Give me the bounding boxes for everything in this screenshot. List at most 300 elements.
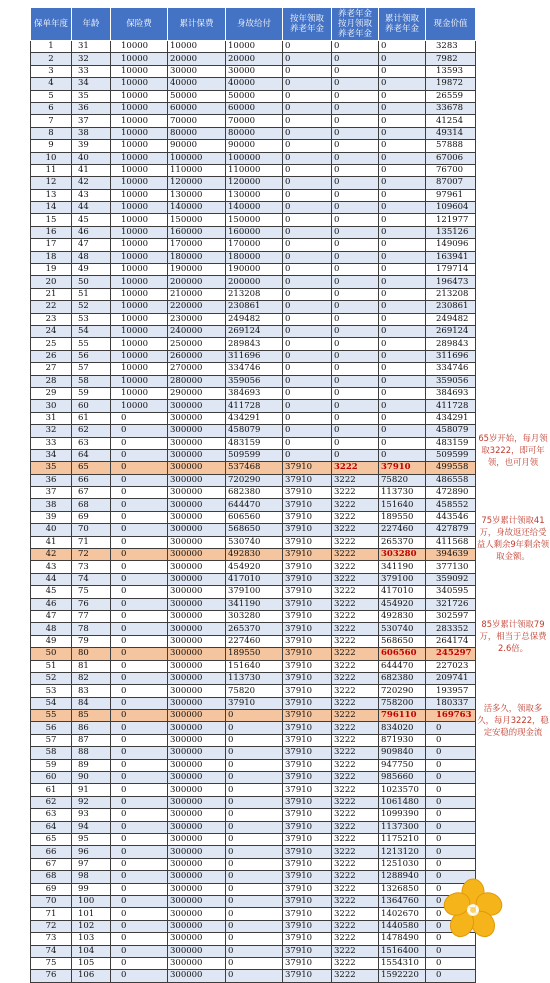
table-cell: 0 [426, 858, 476, 870]
table-cell: 0 [283, 437, 332, 449]
table-cell: 300000 [168, 400, 226, 412]
table-cell: 37910 [283, 524, 332, 536]
table-cell: 300000 [168, 598, 226, 610]
table-cell: 37910 [283, 561, 332, 573]
table-cell: 37910 [283, 809, 332, 821]
table-cell: 67 [31, 858, 72, 870]
table-cell: 10000 [111, 152, 168, 164]
table-cell: 81 [72, 660, 111, 672]
table-cell: 64 [72, 449, 111, 461]
table-cell: 0 [283, 412, 332, 424]
header-cell: 现金价值 [426, 8, 476, 41]
table-cell: 3222 [332, 710, 379, 722]
table-cell: 53 [31, 685, 72, 697]
table-cell: 0 [426, 734, 476, 746]
table-cell: 300000 [168, 610, 226, 622]
table-cell: 79 [72, 635, 111, 647]
table-cell: 94 [72, 821, 111, 833]
table-cell: 3222 [332, 511, 379, 523]
table-cell: 150000 [168, 214, 226, 226]
table-cell: 10000 [111, 338, 168, 350]
table-cell: 0 [379, 214, 426, 226]
table-cell: 300000 [168, 970, 226, 982]
table-cell: 0 [379, 90, 426, 102]
table-cell: 76 [72, 598, 111, 610]
table-cell: 0 [379, 239, 426, 251]
table-cell: 606560 [226, 511, 283, 523]
table-cell: 300000 [168, 462, 226, 474]
table-row [31, 908, 476, 920]
table-cell: 492830 [226, 549, 283, 561]
table-cell: 65 [72, 462, 111, 474]
table-cell: 100000 [168, 152, 226, 164]
table-cell: 0 [379, 288, 426, 300]
table-cell: 499558 [426, 462, 476, 474]
table-cell: 169763 [426, 710, 476, 722]
table-cell: 1402670 [379, 908, 426, 920]
table-cell: 210000 [168, 288, 226, 300]
table-cell: 0 [379, 251, 426, 263]
table-cell: 24 [31, 325, 72, 337]
table-cell: 69 [31, 883, 72, 895]
table-cell: 334746 [426, 363, 476, 375]
table-cell: 30 [31, 400, 72, 412]
table-cell: 0 [111, 586, 168, 598]
table-row [31, 78, 476, 90]
table-cell: 38 [72, 127, 111, 139]
table-row [31, 251, 476, 263]
table-cell: 0 [111, 722, 168, 734]
table-cell: 227023 [426, 660, 476, 672]
table-cell: 0 [426, 796, 476, 808]
table-cell: 75 [31, 957, 72, 969]
table-cell: 0 [283, 239, 332, 251]
table-cell: 0 [332, 264, 379, 276]
table-cell: 72 [31, 920, 72, 932]
table-cell: 70 [31, 895, 72, 907]
table-cell: 0 [379, 449, 426, 461]
table-cell: 300000 [168, 561, 226, 573]
table-cell: 300000 [168, 883, 226, 895]
table-cell: 120000 [168, 177, 226, 189]
table-cell: 200000 [226, 276, 283, 288]
table-cell: 120000 [226, 177, 283, 189]
table-cell: 0 [379, 65, 426, 77]
table-cell: 300000 [168, 747, 226, 759]
table-row [31, 437, 476, 449]
table-cell: 3222 [332, 536, 379, 548]
table-cell: 72 [72, 549, 111, 561]
table-cell: 0 [283, 363, 332, 375]
table-cell: 40 [72, 152, 111, 164]
table-cell: 10000 [111, 288, 168, 300]
table-cell: 55 [31, 710, 72, 722]
table-row [31, 375, 476, 387]
table-cell: 100 [72, 895, 111, 907]
table-cell: 303280 [226, 610, 283, 622]
table-row [31, 660, 476, 672]
table-cell: 3222 [332, 623, 379, 635]
table-cell: 75820 [379, 474, 426, 486]
table-cell: 240000 [168, 325, 226, 337]
table-cell: 37910 [283, 511, 332, 523]
table-cell: 359056 [226, 375, 283, 387]
table-cell: 48 [31, 623, 72, 635]
table-cell: 14 [31, 202, 72, 214]
table-cell: 44 [31, 573, 72, 585]
table-cell: 12 [31, 177, 72, 189]
table-cell: 48 [72, 251, 111, 263]
table-cell: 0 [379, 387, 426, 399]
table-cell: 0 [283, 202, 332, 214]
table-cell: 98 [72, 871, 111, 883]
table-cell: 0 [332, 449, 379, 461]
table-cell: 0 [332, 276, 379, 288]
table-cell: 302597 [426, 610, 476, 622]
table-row [31, 338, 476, 350]
table-cell: 39 [31, 511, 72, 523]
table-cell: 99 [72, 883, 111, 895]
table-cell: 3222 [332, 549, 379, 561]
table-cell: 0 [332, 400, 379, 412]
table-cell: 0 [111, 834, 168, 846]
table-cell: 300000 [168, 895, 226, 907]
table-cell: 492830 [379, 610, 426, 622]
table-cell: 0 [111, 672, 168, 684]
table-cell: 60 [72, 400, 111, 412]
table-cell: 0 [226, 933, 283, 945]
table-cell: 37910 [283, 610, 332, 622]
table-cell: 0 [226, 809, 283, 821]
header-cell: 按年领取 养老年金 [283, 8, 332, 41]
table-cell: 379100 [379, 573, 426, 585]
table-cell: 0 [283, 152, 332, 164]
table-cell: 58 [31, 747, 72, 759]
table-cell: 0 [111, 759, 168, 771]
annotation-note: 75岁累计领取41万，身故返还给受益人剩余9年剩余领取金额。 [476, 515, 550, 561]
table-cell: 1440580 [379, 920, 426, 932]
table-cell: 10000 [226, 41, 283, 53]
table-cell: 38 [31, 499, 72, 511]
table-cell: 1023570 [379, 784, 426, 796]
table-cell: 0 [283, 226, 332, 238]
annotation-note: 85岁累计领取79万，相当于总保费2.6倍。 [479, 619, 547, 653]
table-cell: 25 [31, 338, 72, 350]
table-cell: 0 [426, 834, 476, 846]
table-cell: 300000 [168, 871, 226, 883]
table-cell: 0 [111, 511, 168, 523]
table-cell: 50000 [168, 90, 226, 102]
table-cell: 0 [426, 957, 476, 969]
table-cell: 37910 [283, 747, 332, 759]
table-cell: 26559 [426, 90, 476, 102]
table-cell: 37910 [283, 970, 332, 982]
table-cell: 102 [72, 920, 111, 932]
table-cell: 10000 [111, 350, 168, 362]
table-cell: 509599 [226, 449, 283, 461]
table-cell: 300000 [168, 796, 226, 808]
table-cell: 530740 [226, 536, 283, 548]
table-cell: 0 [283, 325, 332, 337]
table-cell: 0 [283, 264, 332, 276]
table-cell: 417010 [226, 573, 283, 585]
table-cell: 0 [111, 970, 168, 982]
table-cell: 0 [332, 387, 379, 399]
table-cell: 37910 [283, 549, 332, 561]
table-cell: 57 [72, 363, 111, 375]
table-cell: 190000 [168, 264, 226, 276]
table-cell: 0 [332, 412, 379, 424]
table-cell: 6 [31, 102, 72, 114]
table-row [31, 288, 476, 300]
table-cell: 55 [72, 338, 111, 350]
table-cell: 300000 [168, 772, 226, 784]
table-cell: 0 [283, 140, 332, 152]
table-cell: 37910 [283, 834, 332, 846]
table-cell: 37910 [379, 462, 426, 474]
table-cell: 67006 [426, 152, 476, 164]
table-row [31, 387, 476, 399]
table-cell: 0 [426, 772, 476, 784]
table-cell: 31 [72, 41, 111, 53]
table-cell: 189550 [226, 648, 283, 660]
table-cell: 0 [379, 301, 426, 313]
table-cell: 0 [379, 78, 426, 90]
table-cell: 300000 [168, 957, 226, 969]
table-cell: 0 [283, 41, 332, 53]
table-cell: 160000 [168, 226, 226, 238]
table-cell: 486558 [426, 474, 476, 486]
table-cell: 37910 [283, 474, 332, 486]
table-cell: 0 [379, 437, 426, 449]
table-cell: 311696 [226, 350, 283, 362]
table-cell: 39 [72, 140, 111, 152]
table-cell: 300000 [168, 648, 226, 660]
table-cell: 509599 [426, 449, 476, 461]
table-cell: 73 [31, 933, 72, 945]
table-cell: 3222 [332, 474, 379, 486]
table-cell: 37910 [283, 957, 332, 969]
table-cell: 59 [31, 759, 72, 771]
table-cell: 43 [72, 189, 111, 201]
table-cell: 0 [332, 177, 379, 189]
table-cell: 300000 [168, 722, 226, 734]
table-cell: 37910 [283, 821, 332, 833]
table-cell: 280000 [168, 375, 226, 387]
table-cell: 37910 [226, 697, 283, 709]
table-cell: 15 [31, 214, 72, 226]
table-cell: 84 [72, 697, 111, 709]
table-cell: 300000 [168, 759, 226, 771]
table-cell: 0 [283, 338, 332, 350]
table-cell: 0 [283, 102, 332, 114]
table-cell: 121977 [426, 214, 476, 226]
table-cell: 0 [379, 53, 426, 65]
table-cell: 71 [31, 908, 72, 920]
table-cell: 61 [72, 412, 111, 424]
table-cell: 0 [226, 796, 283, 808]
table-cell: 83 [72, 685, 111, 697]
table-cell: 31 [31, 412, 72, 424]
table-cell: 0 [111, 487, 168, 499]
table-cell: 0 [111, 784, 168, 796]
table-cell: 0 [226, 883, 283, 895]
table-cell: 300000 [168, 449, 226, 461]
table-cell: 33 [72, 65, 111, 77]
table-cell: 0 [379, 363, 426, 375]
table-cell: 35 [72, 90, 111, 102]
table-cell: 52 [31, 672, 72, 684]
table-cell: 0 [332, 375, 379, 387]
table-cell: 0 [111, 945, 168, 957]
table-row [31, 648, 476, 660]
table-cell: 1516400 [379, 945, 426, 957]
table-cell: 63 [31, 809, 72, 821]
table-cell: 0 [111, 524, 168, 536]
table-cell: 3222 [332, 933, 379, 945]
table-cell: 0 [379, 313, 426, 325]
table-cell: 300000 [168, 710, 226, 722]
table-cell: 11 [31, 164, 72, 176]
table-row [31, 524, 476, 536]
table-cell: 0 [226, 772, 283, 784]
table-cell: 0 [111, 685, 168, 697]
table-cell: 19 [31, 264, 72, 276]
table-cell: 3222 [332, 772, 379, 784]
table-cell: 163941 [426, 251, 476, 263]
table-cell: 434291 [226, 412, 283, 424]
table-cell: 10000 [111, 251, 168, 263]
table-cell: 417010 [379, 586, 426, 598]
table-cell: 54 [31, 697, 72, 709]
table-cell: 49 [72, 264, 111, 276]
table-cell: 10000 [111, 164, 168, 176]
table-cell: 3222 [332, 945, 379, 957]
table-row [31, 474, 476, 486]
table-cell: 37910 [283, 908, 332, 920]
table-cell: 10000 [111, 189, 168, 201]
table-cell: 44 [72, 202, 111, 214]
table-cell: 0 [283, 65, 332, 77]
table-cell: 34 [31, 449, 72, 461]
table-cell: 3222 [332, 573, 379, 585]
table-cell: 0 [111, 648, 168, 660]
table-cell: 56 [72, 350, 111, 362]
table-cell: 70000 [226, 115, 283, 127]
table-row [31, 425, 476, 437]
table-cell: 0 [379, 338, 426, 350]
table-cell: 37910 [283, 945, 332, 957]
table-cell: 0 [426, 722, 476, 734]
table-cell: 3222 [332, 610, 379, 622]
table-cell: 3222 [332, 660, 379, 672]
table-cell: 394639 [426, 549, 476, 561]
table-cell: 0 [111, 660, 168, 672]
table-cell: 34 [72, 78, 111, 90]
table-cell: 0 [283, 53, 332, 65]
table-cell: 0 [226, 908, 283, 920]
table-cell: 135126 [426, 226, 476, 238]
table-cell: 341190 [379, 561, 426, 573]
table-cell: 0 [426, 920, 476, 932]
table-cell: 63 [72, 437, 111, 449]
table-cell: 151640 [379, 499, 426, 511]
table-cell: 7 [31, 115, 72, 127]
table-cell: 2 [31, 53, 72, 65]
table-cell: 300000 [168, 834, 226, 846]
table-cell: 42 [31, 549, 72, 561]
table-cell: 758200 [379, 697, 426, 709]
table-cell: 3222 [332, 796, 379, 808]
table-cell: 300000 [168, 697, 226, 709]
table-cell: 230000 [168, 313, 226, 325]
table-cell: 36 [72, 102, 111, 114]
table-cell: 411728 [426, 400, 476, 412]
table-cell: 37910 [283, 920, 332, 932]
header-cell: 保单年度 [31, 8, 72, 41]
table-cell: 0 [332, 90, 379, 102]
table-cell: 10000 [111, 41, 168, 53]
table-cell: 41 [72, 164, 111, 176]
table-cell: 10000 [111, 387, 168, 399]
table-cell: 0 [426, 784, 476, 796]
table-row [31, 536, 476, 548]
table-cell: 0 [332, 301, 379, 313]
table-cell: 18 [31, 251, 72, 263]
table-cell: 3222 [332, 895, 379, 907]
table-cell: 0 [332, 313, 379, 325]
table-cell: 180000 [168, 251, 226, 263]
table-cell: 3222 [332, 747, 379, 759]
table-cell: 0 [111, 908, 168, 920]
table-cell: 10000 [111, 276, 168, 288]
table-cell: 10000 [111, 214, 168, 226]
table-cell: 37910 [283, 586, 332, 598]
table-cell: 10000 [168, 41, 226, 53]
table-cell: 0 [379, 177, 426, 189]
table-cell: 56 [31, 722, 72, 734]
table-cell: 10 [31, 152, 72, 164]
table-cell: 37910 [283, 499, 332, 511]
table-cell: 3222 [332, 722, 379, 734]
table-cell: 29 [31, 387, 72, 399]
table-cell: 75 [72, 586, 111, 598]
table-cell: 0 [111, 536, 168, 548]
table-cell: 21 [31, 288, 72, 300]
table-row [31, 933, 476, 945]
table-cell: 0 [226, 834, 283, 846]
table-cell: 434291 [426, 412, 476, 424]
table-row [31, 871, 476, 883]
table-cell: 0 [111, 561, 168, 573]
table-cell: 682380 [379, 672, 426, 684]
table-cell: 37910 [283, 722, 332, 734]
table-cell: 3 [31, 65, 72, 77]
table-cell: 300000 [168, 511, 226, 523]
header-cell: 累计领取 养老年金 [379, 8, 426, 41]
table-row [31, 239, 476, 251]
table-cell: 249482 [226, 313, 283, 325]
header-cell: 养老年金 按月领取 养老年金 [332, 8, 379, 41]
table-cell: 75820 [226, 685, 283, 697]
table-row [31, 809, 476, 821]
table-cell: 458079 [226, 425, 283, 437]
table-row [31, 313, 476, 325]
table-cell: 230861 [226, 301, 283, 313]
table-row [31, 363, 476, 375]
table-cell: 51 [31, 660, 72, 672]
table-row [31, 90, 476, 102]
